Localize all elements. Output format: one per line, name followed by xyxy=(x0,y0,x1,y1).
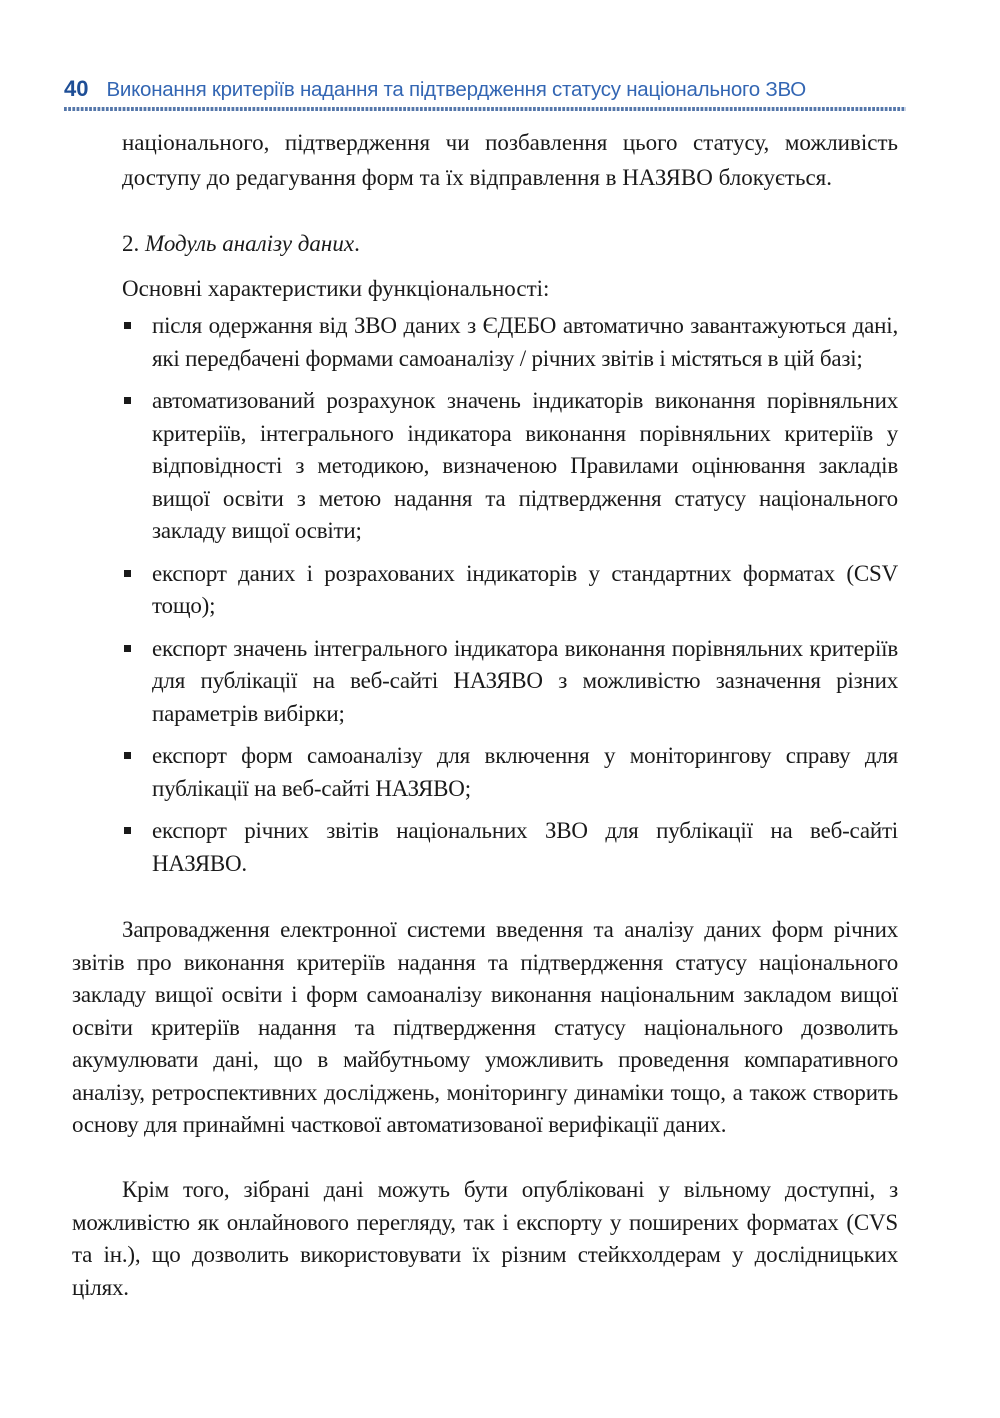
list-item xyxy=(122,558,898,623)
page-number: 40 xyxy=(64,76,89,101)
list-item xyxy=(122,740,898,805)
section-title: Модуль аналізу даних xyxy=(145,231,355,256)
list-item-text: автоматизований розрахунок значень індикаторів виконання порівняльних критеріїв, інтегрального індикатора виконання порівняльних критеріїв у відповідності з методикою, визначеною Правилами оцінювання закладів вищої освіти з метою надання та підтвердження статусу національного закладу вищої освіти; xyxy=(152,388,898,543)
list-item xyxy=(122,310,898,375)
list-item-text: експорт форм самоаналізу для включення у моніторингову справу для публікації на веб-сайті НАЗЯВО; xyxy=(152,743,898,801)
section-title-suffix: . xyxy=(354,231,360,256)
square-bullet-icon xyxy=(124,645,131,652)
paragraph-open-data: Крім того, зібрані дані можуть бути опубліковані у вільному доступні, з можливістю як онлайнового перегляду, так і експорту у поширених форматах (CVS та ін.), що дозволить використовувати їх різним стейкхолдерам у дослідницьких цілях. xyxy=(72,1177,898,1300)
square-bullet-icon xyxy=(124,827,131,834)
list-item-text: експорт річних звітів національних ЗВО для публікації на веб-сайті НАЗЯВО. xyxy=(152,818,898,876)
list-item-text: після одержання від ЗВО даних з ЄДЕБО автоматично завантажуються дані, які передбачені формами самоаналізу / річних звітів і містяться в цій базі; xyxy=(152,313,898,371)
list-item xyxy=(122,633,898,731)
section-heading xyxy=(122,228,360,260)
square-bullet-icon xyxy=(124,752,131,759)
square-bullet-icon xyxy=(124,397,131,404)
list-item-text: експорт значень інтегрального індикатора виконання порівняльних критеріїв для публікації на веб-сайті НАЗЯВО з можливістю зазначення різних параметрів вибірки; xyxy=(152,635,898,726)
running-title: Виконання критеріїв надання та підтвердження статусу національного ЗВО xyxy=(106,78,806,101)
list-item-text: експорт даних і розрахованих індикаторів у стандартних форматах (CSV тощо); xyxy=(152,560,898,618)
continuation-paragraph: національного, підтвердження чи позбавлення цього статусу, можливість доступу до редагування форм та їх відправлення в НАЗЯВО блокується. xyxy=(122,130,898,190)
list-item xyxy=(122,385,898,548)
paragraph-electronic-system: Запровадження електронної системи введення та аналізу даних форм річних звітів про виконання критеріїв надання та підтвердження статусу національного закладу вищої освіти і форм самоаналізу виконання національним закладом вищої освіти критеріїв надання та підтвердження статусу національного дозволить акумулювати дані, що в майбутньому уможливить проведення компаративного аналізу, ретроспективних досліджень, моніторингу динаміки тощо, а також створить основу для принаймні часткової автоматизованої верифікації даних. xyxy=(72,917,898,1137)
square-bullet-icon xyxy=(124,322,131,329)
list-intro: Основні характеристики функціональності: xyxy=(122,276,550,301)
square-bullet-icon xyxy=(124,570,131,577)
running-header xyxy=(64,76,906,106)
section-number: 2. xyxy=(122,231,140,256)
header-dotted-rule xyxy=(64,107,906,111)
feature-list xyxy=(122,310,898,880)
list-item xyxy=(122,815,898,880)
